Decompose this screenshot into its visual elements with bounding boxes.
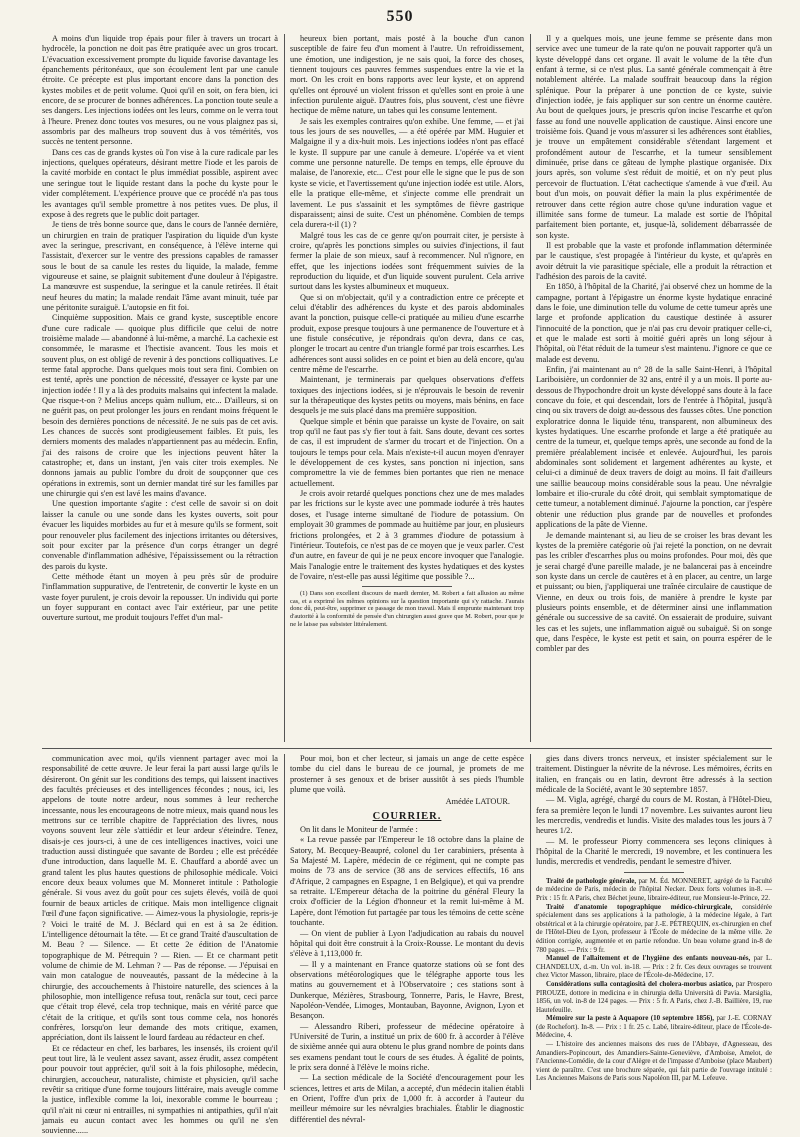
bibliography-title: Considérations sulla contagiosità del cholera-morbus asiatico, xyxy=(546,979,734,988)
news-item: — Alessandro Riberi, professeur de médecine opératoire à l'Université de Turin, a institué un prix de 600 fr. à accorder à l'élève de sixième année qui aura obtenu le plus grand nombre de points dans ses examens pendant tout le cours de ses études. À égalité de points, le prix sera donné à l'élève le moins riche. xyxy=(290,1021,524,1072)
bibliography-title: Traité d'anatomie topographique médico-chirurgicale, xyxy=(546,902,733,911)
top-column-2 xyxy=(290,34,524,742)
news-item: — M. Vigla, agrégé, chargé du cours de M. Rostan, à l'Hôtel-Dieu, fera sa première leçon le lundi 17 novembre. Les suivantes auront lieu les mercredis, vendredis et lundis. Visite des malades tous les jours à 7 heures 1/2. xyxy=(536,795,772,836)
paragraph: Une question importante s'agite : c'est celle de savoir si on doit laisser la canule ou une sonde dans les kystes ouverts, soit pour évacuer les liquides morbides au fur et à mesure qu'ils se forment, soit pour renouveler plus facilement des injections irritantes ou détersives, soit pour exciter par la présence d'un corps étranger un degré convenable d'inflammation adhésive, l'épaississement ou la rétraction des parois du kyste. xyxy=(42,499,278,571)
bibliography-title: Traité de pathologie générale, xyxy=(546,876,637,885)
bibliography-details: par M. Éd. MONNERET, agrégé de la Faculté de médecine de Paris, médecin de l'hôpital Necker. Deux forts volumes in-8. — Prix : 15 fr. A Paris, chez Béchet jeune, libraire-éditeur, rue Monsieur-le-Prince, 22. xyxy=(536,876,772,902)
footnote: (1) Dans son excellent discours de mardi dernier, M. Robert a fait allusion au même cas, et a exprimé les mêmes opinions sur la question importante qui s'y rattache. J'aurais donc dû, peut-être, supprimer ce passage de mon travail. Mais il emprunte maintenant trop d'autorité à la conformité de pensée d'un chirurgien aussi grave que M. Robert, pour que je ne le laisse pas subsister littéralement. xyxy=(290,590,524,628)
paragraph: Cette méthode étant un moyen à peu près sûr de produire l'inflammation suppurative, de l'entretenir, de convertir le kyste en un vaste foyer purulent, je crois devoir la repousser. Un individu qui porte un foyer suppurant en contact avec l'air extérieur, par une petite ouverture surtout, me produit toujours l'effet d'un mal- xyxy=(42,571,278,623)
bibliography-details: par L. CHANDELUX, d.-m. Un vol. in-18. — Prix : 2 fr. Ces deux ouvrages se trouvent chez Victor Masson, libraire, place de l'École-de-Médecine, 17. xyxy=(536,954,772,980)
paragraph: Et ce rédacteur en chef, les barbares, les insensés, ils croient qu'il peut tout lire, là le veulent assez savant, assez érudit, assez compétent pour pouvoir tout apprécier, qu'il soit à la fois philosophe, médecin, chirurgien, accoucheur, naturaliste, chimiste et physicien, qu'il sache revêtir sa critique d'une forme toujours littéraire, mais aveugle comme la justice, inflexible comme la loi, inexorable comme le bourreau ; qu'il n'ait ni cœur ni entrailles, ni sympathies ni antipathies, qu'il n'ait jamais eu aucun contact avec les hommes ou qu'il ne s'en souvienne...... xyxy=(42,1043,278,1136)
bibliography-entry xyxy=(536,903,772,955)
paragraph: heureux bien portant, mais posté à la bouche d'un canon susceptible de faire feu d'un moment à l'autre. Un refroidissement, une émotion, une indigestion, je ne sais quoi, la force des choses, tiennent toujours ces pauvres femmes suspendues entre la vie et la mort. On les croit en bons rapports avec leur kyste, et on apprend qu'elles ont éprouvé un violent frisson et qu'elles sont en proie à une infection purulente aiguë. D'autres fois, plus souvent, c'est une fièvre hectique de même nature, un tabes qui les consume lentement. xyxy=(290,34,524,116)
paragraph: En 1850, à l'hôpital de la Charité, j'ai observé chez un homme de la campagne, portant à l'épigastre un énorme kyste hydatique enraciné dans le foie, une diminution telle du volume de cette tumeur après une large et profonde application du caustique destinée à assurer l'innocuité de la ponction, que je n'ai pas cru devoir pratiquer celle-ci, et que le malade est sorti à moitié guéri après un long séjour à l'hôpital, où l'état réduit de la tumeur s'est maintenu. J'ignore ce que ce malade est devenu. xyxy=(536,282,772,364)
bibliography-title: Mémoire sur la peste à Aquapore (10 septembre 1856), xyxy=(546,1014,715,1023)
paragraph: Je crois avoir retardé quelques ponctions chez une de mes malades par les frictions sur le kyste avec une pommade iodurée à très hautes doses, et l'usage interne simultané de l'iodure de potassium. On employait 30 grammes de pommade au huitième par jour, en plusieurs frictions prolongées, et 2 à 3 grammes d'iodure de potassium à l'intérieur. Toutefois, ce n'est pas de ce moyen que je veux parler. C'est d'un autre, en faveur de qui je ne peux encore invoquer que l'analogie. Mais l'analogie entre le traitement des kystes hydatiques et des kystes de l'ovaire, n'est-elle pas aussi légitime que possible ?... xyxy=(290,489,524,581)
bottom-column-3 xyxy=(536,754,772,1090)
column-rule xyxy=(530,34,531,742)
paragraph: Malgré tous les cas de ce genre qu'on pourrait citer, je persiste à croire, qu'après les ponctions simples ou suivies d'injections, il faut fermer la plaie de son mieux, sauf à recommencer. Nul n'ignore, en effet, que les injections iodées sont fréquemment suivies de la reproduction du liquide, et d'un liquide souvent purulent. Cela arrive surtout dans les kystes albumineux et muqueux. xyxy=(290,230,524,292)
top-column-3 xyxy=(536,34,772,742)
paragraph: Je demande maintenant si, au lieu de se croiser les bras devant les kystes de la première catégorie où j'ai rejeté la ponction, on ne devrait pas les cribler d'escarrhes plus ou moins profondes. Pour moi, dès que je serai chargé d'une pareille malade, je ne balancerai pas à enceindre son kyste dans un cercle de cautères et à en placer, au centre, un large et puissant; ou bien, j'appliquerai une traînée circulaire de caustique de Vienne, en deux ou trois fois, de manière à prendre le kyste par plusieurs points ensemble, et de déterminer ainsi une inflammation générale ou successive de sa cavité. On essaierait de produire, suivant les cas et les sujets, une inflammation aiguë ou subaiguë. Si on songe que, dans l'espèce, le kyste est petit et sain, on pourra espérer de le combler par des xyxy=(536,530,772,654)
bibliography-details: — L'histoire des anciennes maisons des rues de l'Abbaye, d'Agnesseau, des Amandiers-Popincourt, des Amandiers-Sainte-Geneviève, d'Amboise, Amelot, de l'Ancienne-Comédie, de la cour d'Alègre et de l'impasse d'Amboise (place Maubert) vient de paraître. C'est une brochure séparée, qui fait partie de l'ouvrage intitulé : Les Anciennes Maisons de Paris sous Napoléon III, par M. Lefeuve. xyxy=(536,1040,772,1083)
bibliography-entry xyxy=(536,1014,772,1040)
paragraph: Il est probable que la vaste et profonde inflammation déterminée par le caustique, s'est propagée à l'intérieur du kyste, et qu'après en avoir détruit la vie parasitique spéciale, elle a produit la rétraction et l'adhésion des parois de la cavité. xyxy=(536,240,772,281)
column-rule xyxy=(284,754,285,1090)
paragraph: Cinquième supposition. Mais ce grand kyste, susceptible encore d'une cure radicale — quoique plus difficile que celui de notre troisième malade — abandonné à lui-même, a marché. La cachexie est consommée, le marasme et l'hectisie avancent. Tous les mois et souvent plus, on est obligé de revenir à des ponctions colliquatives. Le terme fatal approche. Dans quelques mois tout sera fini. Combien on est tenté, après une ponction de nécessité, d'essayer ce kyste par une injection iodée ! Il y a là des produits malsains qui infectent la malade. Que risque-t-on ? Melius anceps quàm nullum, etc... D'ailleurs, si on ne guérit pas, on peut prolonger les jours en rendant moins fréquent le besoin des dernières ponctions de nécessité. Je ne suis pas de cet avis. Les chances de succès sont prodigieusement faibles. Et puis, les derniers moments des malades n'appartiennent pas au médecin. Enfin, j'ai des raisons de croire que les injections peuvent hâter la catastrophe; et, dans un instant, j'en vais citer trois exemples. Ne donnons jamais au public l'ombre du droit de soupçonner que ces opérations in extremis, sont un dernier mandat tiré sur les familles par une chirurgie qui s'en est lavé les mains d'avance. xyxy=(42,313,278,499)
footnote-rule xyxy=(362,586,452,587)
news-item: « La revue passée par l'Empereur le 18 octobre dans la plaine de Satory, M. Becquey-Beaupré, colonel du 1er carabiniers, présenta à Sa Majesté M. Lapère, médecin de ce régiment, qui ne compte pas moins de 73 ans de service (38 ans de services effectifs, 16 ans d'Afrique, 2 campagnes en Espagne, 1 en Belgique), et qui va prendre sa retraite. L'Empereur détacha de la poitrine du général Fleury la croix d'officier de la Légion d'honneur et la remit lui-même à M. Lapère, dont l'émotion fut partagée par tous les témoins de cette scène touchante. xyxy=(290,835,524,928)
bibliography-details: par J.-E. CORNAY (de Rochefort). In-8. — Prix : 1 fr. 25 c. Labé, libraire-éditeur, place de l'École-de-Médecine, 4. xyxy=(536,1014,773,1040)
news-item: — La section médicale de la Société d'encouragement pour les sciences, lettres et arts de Milan, a accepté, d'un médecin italien établi en Orient, l'offre d'un prix de 1,000 fr. à accorder à l'auteur du meilleur mémoire sur les névralgies brachiales. Établir le diagnostic différentiel des névral- xyxy=(290,1073,524,1124)
news-item: — Il y a maintenant en France quatorze stations où se font des observations météorologiques que le télégraphe apporte tous les matins au gouvernement et à l'Observatoire ; ces stations sont à Dunkerque, Mézières, Strasbourg, Tonnerre, Paris, le Havre, Brest, Napoléon-Vendée, Limoges, Montauban, Bayonne, Avignon, Lyon et Besançon. xyxy=(290,959,524,1021)
paragraph: Que si on m'objectait, qu'il y a contradiction entre ce précepte et celui d'établir des adhérences du kyste et des parois abdominales avant la ponction, puisque celle-ci pratiquée au milieu d'une escarrhe produit, expose presque toujours à une permanence de l'ouverture et à une fistule consécutive, je répondrais qu'on devra, dans ce cas, plonger le trocart au centre d'un triangle formé par trois escarrhes. Les adhérences sont aussi solides en ce point et bien au delà encore, qu'au centre même de l'escarrhe. xyxy=(290,292,524,374)
author-signature: Amédée LATOUR. xyxy=(445,797,510,807)
column-rule xyxy=(284,34,285,742)
paragraph: Dans ces cas de grands kystes où l'on vise à la cure radicale par les injections, quelques opérateurs, désirant mettre l'iode et les parois de la cavité morbide en contact le plus immédiat possible, aspirent avec une seringue tout le liquide restant dans la poche du kyste pour le vider complétement. L'expérience prouve que ce procédé n'a pas tous les avantages qu'il semble promettre à nos petites vues. De plus, il expose à des regrets que le public doit partager. xyxy=(42,147,278,219)
paragraph: A moins d'un liquide trop épais pour filer à travers un trocart à hydrocèle, la ponction ne doit pas être pratiquée avec un gros trocart. L'évacuation excessivement prompte du liquide favorise davantage les épanchements péritonéaux, que son écoulement lent par une canule étroite. Ce précepte est plus important encore dans la ponction des kystes mobiles et de petit volume. Quoi qu'il en soit, on fera bien, ici encore, de se procurer de bonnes adhérences. La ponction toute seule a ses dangers. Les injections iodées ont les leurs, comme on le verra tout à l'heure. Prenez donc toutes vos mesures, ou ne vous plaignez pas si, assombris par des malheurs trop souvent dus à vos témérités, vos succès ne tentent personne. xyxy=(42,34,278,147)
courrier-heading: COURRIER. xyxy=(372,810,442,822)
bibliography-details: considérée spécialement dans ses applications à la pathologie, à la médecine légale, à l'art obstétrical et à la chirurgie opératoire, par J.-E. PÉTREQUIN, ex-chirurgien en chef de l'Hôtel-Dieu de Lyon, professeur à l'École de médecine de la même ville. 2e édition corrigée, augmentée et en partie refondue. Un beau volume grand in-8 de 780 pages. — Prix : 9 fr. xyxy=(536,902,772,954)
bibliography-title: Manuel de l'allaitement et de l'hygiène des enfants nouveau-nés, xyxy=(546,954,751,963)
news-item: On lit dans le Moniteur de l'armée : xyxy=(300,825,418,835)
news-item: gies dans divers troncs nerveux, et insister spécialement sur le traitement. Distinguer la névrite de la névrose. Les mémoires, écrits en italien, en français ou en latin, devront être adressés à la section médicale de la Société, avant le 30 septembre 1857. xyxy=(536,754,772,795)
paragraph: Il y a quelques mois, une jeune femme se présente dans mon service avec une tumeur de la rate qu'on ne pouvait rapporter qu'à un kyste développé dans cet organe. Il avait le volume de la tête d'un enfant à terme, si ce n'est plus. La santé générale commençait à être notablement altérée. La malade souffrait beaucoup dans la région splénique. Pour la préparer à une ponction de ce kyste, suivie d'injection iodée, je fais appliquer sur son centre un énorme cautère. Au bout de quelques jours, je prescris qu'on incise l'escarrhe et qu'on fasse au fond une nouvelle application de caustique. Ainsi encore une troisième fois. Quand je vous m'assurer si les adhérences sont établies, je trouve un empâtement considérable s'étendant largement et profondément autour de l'escarrhe, et la tumeur sensiblement diminuée, prise dans ce gâteau de lymphe plastique organisée. Dix jours après, son volume s'est réduit de moitié, et on n'y peut plus percevoir de fluctuation. L'état cachectique s'amende à vue d'œil. Au bout d'un mois, on pouvait défier la main la plus expérimentée de retrouver dans cette région autre chose qu'une induration vague et illimitée sans forme de tumeur. La malade est sortie de l'hôpital parfaitement bien portante, et, jusque-là, solidement débarrassée de son kyste. xyxy=(536,34,772,240)
bibliography-details: par Prospero PIROUZE, dottore in medicina e in chirurgia della Università di Pavia. Marsiglia, 1856, un vol. in-8 de 124 pages. — Prix : 5 fr. A Paris, chez J.-B. Baillière, 19, rue Hautefeuille. xyxy=(536,979,773,1014)
column-rule xyxy=(530,754,531,1090)
bibliography-rule xyxy=(624,872,684,873)
paragraph: communication avec moi, qu'ils viennent partager avec moi la responsabilité de cette œuvre. Je leur ferai la part aussi large qu'ils le désireront. On génit sur les conditions des temps, qui laissent inactives des facultés précieuses et des intelligences fécondes ; nous, ici, les appelons de toute notre ardeur, nous sommes à leur recherche incessante, nous les encourageons de notre mieux, mais quand nous les mettrons sur ce terrible chapitre de l'appréciation des livres, nous voyons souvent leur zèle s'attiédir et leur ardeur s'éteindre. Tenez, disais-je ces jours-ci, à une de ces intelligences inactives, voici une traduction aussi distinguée que savante de Bordeu ; elle est précédée d'une introduction, dans laquelle M. E. Chauffard a abordé avec un grand talent les plus hautes questions de philosophie médicale. Voici encore deux beaux volumes que M. Monneret intitule : Pathologie générale. Si vous avez du goût pour ces sujets élevés, voilà de quoi fournir de beaux articles de critique. Mais mon intelligence clignait l'œil d'une façon significative. — Aimez-vous la physiologie, repris-je ? Voici le traité de M. J. Béclard qui en est à sa 2e édition. L'intelligence détournait la tête. — Et ce grand Traité d'auscultation de M. Beau ? — Silence. — Et cette 2e édition de l'Anatomie topographique de M. Pétrequin ? — Rien. — Et ce charmant petit volume de chimie de M. Lehman ? — Pas de réponse. — J'épuisai en vain mon catalogue de nouveautés, passant de la médecine à la chirurgie, des accouchements à l'histoire naturelle, des sciences à la philosophie, mon intelligence refusa tout, renâcla sur tout, ceci parce que c'était trop élevé, cela trop technique, mais en vérité parce que c'était de la critique, et qu'ils sont tous comme cela, nos honorés confrères, lorsqu'on leur demande des mots critique, examen, appréciation, dont ils laissent le lourd fardeau au rédacteur en chef. xyxy=(42,754,278,1043)
paragraph: Quelque simple et bénin que paraisse un kyste de l'ovaire, on sait trop qu'il ne faut pas s'y fier tout à fait. Sans doute, devant ces sortes de cas, il est imprudent de s'armer du trocart et de l'injection. On a toujours le temps pour cela. Mais n'existe-t-il aucun moyen d'enrayer le développement de ces kystes, sans ponction ni injection, sans compromettre la vie de femmes bien portantes que rien ne menace actuellement. xyxy=(290,416,524,488)
bottom-column-1 xyxy=(42,754,278,1136)
paragraph: Je tiens de très bonne source que, dans le cours de l'année dernière, un chirurgien en train de pratiquer l'aspiration du liquide d'un kyste avec la seringue, prescrivant, en conséquence, à l'élève interne qui l'assistait, d'exercer sur le ventre des pressions capables de ramasser sous le bout de sa canule les restes du liquide, la malade, femme vigoureuse et saine, se plaignit subitement d'une douleur à l'épigastre. La manœuvre est suspendue, la seringue et la canule retirées. Il était neuf heures du matin; la malade rendait l'âme avant minuit, tuée par une péritonite suraiguë. L'autopsie en fit foi. xyxy=(42,220,278,312)
news-item: — M. le professeur Piorry commencera ses leçons cliniques à l'hôpital de la Charité le mercredi, 19 novembre, et les continuera les lundis, mercredis et vendredis, pendant le semestre d'hiver. xyxy=(536,836,772,867)
bottom-column-2 xyxy=(290,754,524,1124)
bibliography-entry xyxy=(536,1040,772,1083)
paragraph: Je sais les exemples contraires qu'on exhibe. Une femme, — et j'ai tous les jours de ses nouvelles, — a été opérée par MM. Huguier et Malgaigne il y a dix-huit mois. Les injections iodées n'ont pas effacé le kyste. Il suppure par une canule à demeure. L'opérée va et vient comme une personne naturelle. De temps en temps, elle éprouve du malaise, de l'anorexie, etc... C'est pour elle le signe que le pus de son kyste se vicie, et l'avertissement qu'une injection iodée est utile. Alors, elle la pratique elle-même, et s'injecte comme elle prendrait un lavement. Le pus s'assainit et les symptômes de fièvre gastrique disparaissent; ainsi de suite. C'est un phénomène. Combien de temps cela durera-t-il (1) ? xyxy=(290,116,524,230)
paragraph: Pour moi, bon et cher lecteur, si jamais un ange de cette espèce tombe du ciel dans le bureau de ce journal, je promets de me prosterner à ses genoux et de briser aussitôt à ses pieds l'humble plume que voilà. xyxy=(290,754,524,795)
section-rule xyxy=(42,748,772,749)
paragraph: Maintenant, je terminerais par quelques observations d'effets toxiques des injections iodées, si je n'éprouvais le besoin de revenir sur la thérapeutique des kystes petits ou moyens, mais bénins, en face desquels je me suis placé dans ma première supposition. xyxy=(290,375,524,416)
news-item: — On vient de publier à Lyon l'adjudication au rabais du nouvel hôpital qui doit être construit à la Croix-Rousse. Le montant du devis s'élève à 1,113,000 fr. xyxy=(290,928,524,959)
bibliography-entry xyxy=(536,877,772,903)
top-column-1 xyxy=(42,34,278,742)
page-number: 550 xyxy=(386,8,414,25)
bibliography-entry xyxy=(536,980,772,1014)
paragraph: Enfin, j'ai maintenant au n° 28 de la salle Saint-Henri, à l'hôpital Lariboisière, un cordonnier de 32 ans, entré il y a un mois. Il porte au-dessous de l'hypochondre droit un kyste développé sans doute à la face concave du foie, et qui descendait, lors de l'entrée à l'hôpital, jusqu'à cinq ou six travers de doigt au-dessous des fausses côtes. Une ponction exploratrice donna le liquide ténu, transparent, non albumineux des kystes hydatiques. Une escarrhe profonde et large a été pratiquée au centre de la tumeur, et, quelque temps après, une seconde au fond de la première préalablement incisée et enlevée. Aujourd'hui, les parois abdominales sont solidement et largement adhérentes au kyste, et celui-ci a diminué de deux travers de doigt au moins. Il fait d'ailleurs une saillie beaucoup moins considérable sous la peau. Une névralgie lombaire et ilio-crurale du côté droit, qui semblait symptomatique de cette tumeur, a notablement diminué. J'ajourne la ponction, car j'espère obtenir une réduction plus grande par de nouvelles et profondes applications de la pâte de Vienne. xyxy=(536,365,772,530)
bibliography-entry xyxy=(536,954,772,980)
